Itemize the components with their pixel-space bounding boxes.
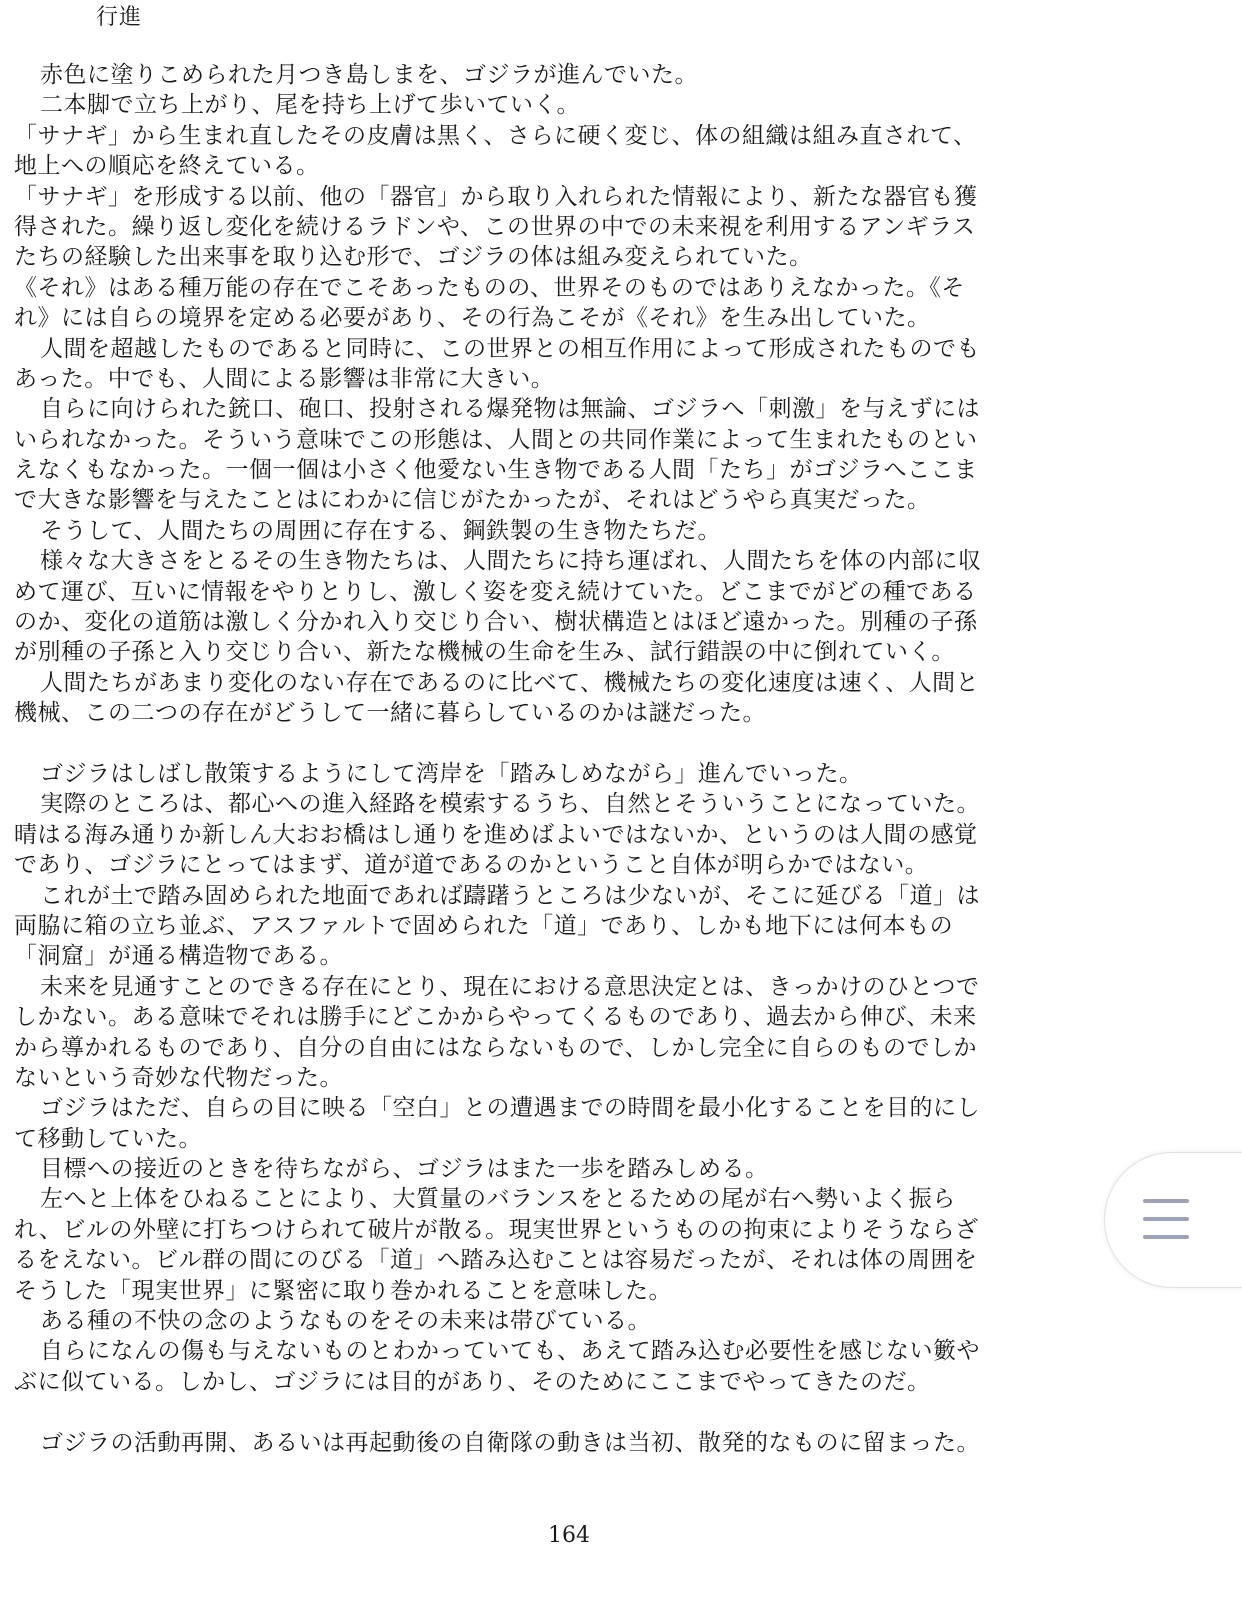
text-line: 赤色に塗りこめられた月つき島しまを、ゴジラが進んでいた。 (40, 62, 698, 88)
text-line: 様々な大きさをとるその生き物たちは、人間たちに持ち運ばれ、人間たちを体の内部に収 (40, 548, 982, 575)
text-line: れ、ビルの外壁に打ちつけられて破片が散る。現実世界というものの拘束によりそうならざ (14, 1216, 979, 1243)
text-line: めて運び、互いに情報をやりとりし、激しく姿を変え続けていた。どこまでがどの種である (14, 578, 977, 605)
body-text (14, 60, 1114, 1458)
page-number: 164 (548, 1523, 590, 1548)
text-line: て移動していた。 (14, 1125, 202, 1152)
text-line: ないという奇妙な代物だった。 (14, 1064, 343, 1091)
text-line: 自らに向けられた銃口、砲口、投射される爆発物は無論、ゴジラへ「刺激」を与えずには (40, 396, 980, 423)
text-line: 「洞窟」が通る構造物である。 (14, 943, 343, 970)
text-line: これが土で踏み固められた地面であれば躊躇うところは少ないが、そこに延びる「道」は (40, 882, 980, 909)
text-line: 両脇に箱の立ち並ぶ、アスファルトで固められた「道」であり、しかも地下には何本もの (14, 912, 954, 939)
text-line: 人間たちがあまり変化のない存在であるのに比べて、機械たちの変化速度は速く、人間と (40, 669, 980, 696)
menu-icon-bar (1143, 1235, 1189, 1239)
text-line: 人間を超越したものであると同時に、この世界との相互作用によって形成されたものでも (40, 335, 980, 362)
running-title: 行進 (96, 5, 143, 30)
text-line: 「サナギ」から生まれ直したその皮膚は黒く、さらに硬く変じ、体の組織は組み直されて、 (14, 122, 977, 149)
text-line: そうした「現実世界」に緊密に取り巻かれることを意味した。 (14, 1277, 672, 1304)
text-line: 左へと上体をひねることにより、大質量のバランスをとるための尾が右へ勢いよく振ら (40, 1186, 956, 1213)
text-line: 得された。繰り返し変化を続けるラドンや、この世界の中での未来視を利用するアンギラス (14, 213, 976, 240)
text-line: ゴジラはただ、自らの目に映る「空白」との遭遇までの時間を最小化することを目的にし (40, 1095, 980, 1122)
text-line: ゴジラはしばし散策するようにして湾岸を「踏みしめながら」進んでいった。 (40, 760, 863, 787)
blank-line (14, 729, 1114, 759)
text-line: しかない。ある意味でそれは勝手にどこかからやってくるものであり、過去から伸び、未来 (14, 1004, 977, 1031)
text-line: 晴はる海み通りか新しん大おお橋はし通りを進めばよいではないか、というのは人間の感覚 (14, 821, 978, 848)
text-line: 二本脚で立ち上がり、尾を持ち上げて歩いていく。 (40, 92, 581, 119)
text-line: れ》には自らの境界を定める必要があり、その行為こそが《それ》を生み出していた。 (14, 305, 931, 332)
text-line: 機械、この二つの存在がどうして一緒に暮らしているのかは謎だった。 (14, 700, 766, 727)
text-line: あった。中でも、人間による影響は非常に大きい。 (14, 365, 555, 392)
menu-button[interactable] (1104, 1152, 1242, 1288)
text-line: 未来を見通すことのできる存在にとり、現在における意思決定とは、きっかけのひとつで (40, 973, 980, 1000)
text-line: が別種の子孫と入り交じり合い、新たな機械の生命を生み、試行錯誤の中に倒れていく。 (14, 639, 955, 666)
text-line: たちの経験した出来事を取り込む形で、ゴジラの体は組み変えられていた。 (14, 244, 813, 271)
text-line: から導かれるものであり、自分の自由にはならないもので、しかし完全に自らのものでしか (14, 1034, 978, 1061)
text-line: いられなかった。そういう意味でこの形態は、人間との共同作業によって生まれたものとい (14, 426, 978, 453)
text-line: ぶに似ている。しかし、ゴジラには目的があり、そのためにここまでやってきたのだ。 (14, 1368, 931, 1395)
text-line: るをえない。ビル群の間にのびる「道」へ踏み込むことは容易だったが、それは体の周囲を (14, 1247, 978, 1274)
text-line: ある種の不快の念のようなものをその未来は帯びている。 (40, 1308, 651, 1335)
text-line: そうして、人間たちの周囲に存在する、鋼鉄製の生き物たちだ。 (40, 517, 722, 544)
hamburger-menu-icon[interactable] (1143, 1199, 1189, 1241)
text-line: 「サナギ」を形成する以前、他の「器官」から取り入れられた情報により、新たな器官も獲 (14, 183, 978, 210)
text-line: 地上への順応を終えている。 (14, 153, 320, 180)
text-line: 実際のところは、都心への進入経路を模索するうち、自然とそういうことになっていた。 (40, 791, 980, 818)
text-line: で大きな影響を与えたことはにわかに信じがたかったが、それはどうやら真実だった。 (14, 487, 931, 514)
text-line: ゴジラの活動再開、あるいは再起動後の自衛隊の動きは当初、散発的なものに留まった。 (40, 1429, 980, 1456)
text-line: 自らになんの傷も与えないものとわかっていても、あえて踏み込む必要性を感じない籔や (40, 1338, 980, 1365)
menu-icon-bar (1143, 1217, 1189, 1221)
text-line: 《それ》はある種万能の存在でこそあったものの、世界そのものではありえなかった。《そ (14, 274, 965, 301)
blank-line (14, 1397, 1114, 1427)
menu-icon-bar (1143, 1199, 1189, 1203)
text-line: 目標への接近のときを待ちながら、ゴジラはまた一歩を踏みしめる。 (40, 1156, 769, 1183)
text-line: のか、変化の道筋は激しく分かれ入り交じり合い、樹状構造とはほど遠かった。別種の子孫 (14, 609, 978, 636)
text-line: であり、ゴジラにとってはまず、道が道であるのかということ自体が明らかではない。 (14, 852, 929, 879)
text-line: えなくもなかった。一個一個は小さく他愛ない生き物である人間「たち」がゴジラへここま (14, 457, 978, 484)
